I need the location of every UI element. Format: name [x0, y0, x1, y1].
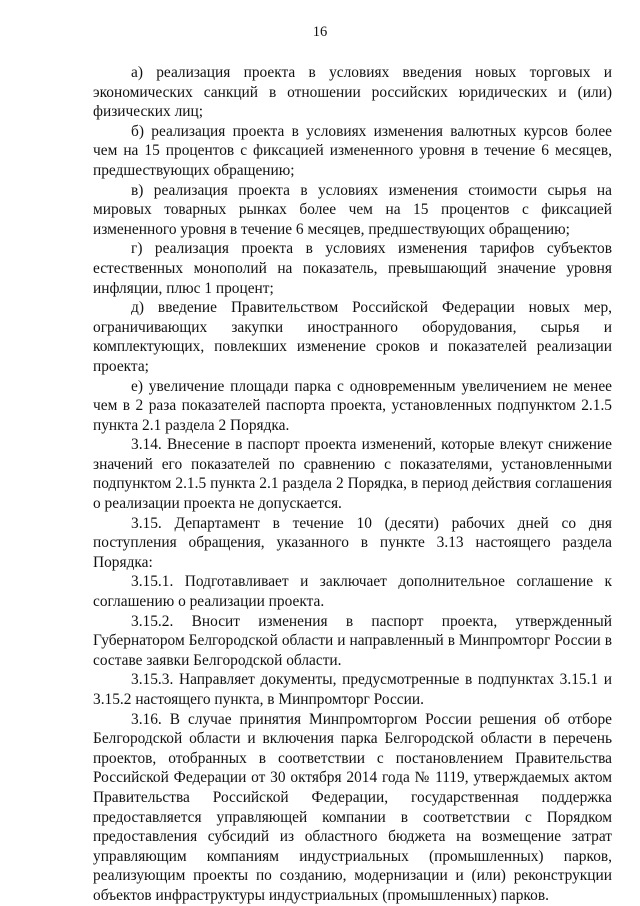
paragraph-3-15-2: 3.15.2. Вносит изменения в паспорт проекта, утвержденный Губернатором Белгородской области и направленный в Минпромторг России в составе заявки Белгородской области.	[93, 612, 612, 669]
paragraph-3-15-3: 3.15.3. Направляет документы, предусмотренные в подпунктах 3.15.1 и 3.15.2 настоящего пункта, в Минпромторг России.	[93, 671, 612, 708]
paragraph-3-16: 3.16. В случае принятия Минпромторгом России решения об отборе Белгородской области и включения парка Белгородской области в перечень проектов, отобранных в соответствии с постановлением Правительства Российской Федерации от 30 октября 2014 года № 1119, утверждаемых актом Правительства Российской Федерации, государственная поддержка предоставляется управляющей компании в соответствии с Порядком предоставления субсидий из областного бюджета на возмещение затрат управляющим компаниям индустриальных (промышленных) парков, реализующим проекты по созданию, модернизации и (или) реконструкции объектов инфраструктуры индустриальных (промышленных) парков.	[93, 710, 612, 904]
paragraph-subitem-e: е) увеличение площади парка с одновременным увеличением не менее чем в 2 раза показателей паспорта проекта, установленных подпунктом 2.1.5 пункта 2.1 раздела 2 Порядка.	[93, 377, 612, 434]
paragraph-3-14: 3.14. Внесение в паспорт проекта изменений, которые влекут снижение значений его показателей по сравнению с показателями, установленными подпунктом 2.1.5 пункта 2.1 раздела 2 Порядка, в период действия соглашения о реализации проекта не допускается.	[93, 436, 612, 513]
paragraph-subitem-a: а) реализация проекта в условиях введения новых торговых и экономических санкций в отношении российских юридических и (или) физических лиц;	[93, 64, 612, 121]
paragraph-subitem-d: д) введение Правительством Российской Федерации новых мер, ограничивающих закупки иностранного оборудования, сырья и комплектующих, повлекших изменение сроков и показателей реализации проекта;	[93, 299, 612, 375]
paragraph-3-15-1: 3.15.1. Подготавливает и заключает дополнительное соглашение к соглашению о реализации проекта.	[93, 573, 612, 611]
document-body	[93, 63, 612, 906]
paragraph-subitem-v: в) реализация проекта в условиях изменения стоимости сырья на мировых товарных рынках более чем на 15 процентов с фиксацией измененного уровня в течение 6 месяцев, предшествующих обращению;	[93, 181, 612, 238]
paragraph-3-15: 3.15. Департамент в течение 10 (десяти) рабочих дней со дня поступления обращения, указанного в пункте 3.13 настоящего раздела Порядка:	[93, 514, 612, 571]
paragraph-subitem-b: б) реализация проекта в условиях изменения валютных курсов более чем на 15 процентов с фиксацией измененного уровня в течение 6 месяцев, предшествующих обращению;	[93, 122, 612, 179]
paragraph-subitem-g: г) реализация проекта в условиях изменения тарифов субъектов естественных монополий на показатель, превышающий значение уровня инфляции, плюс 1 процент;	[93, 240, 612, 297]
page-number: 16	[312, 24, 328, 40]
